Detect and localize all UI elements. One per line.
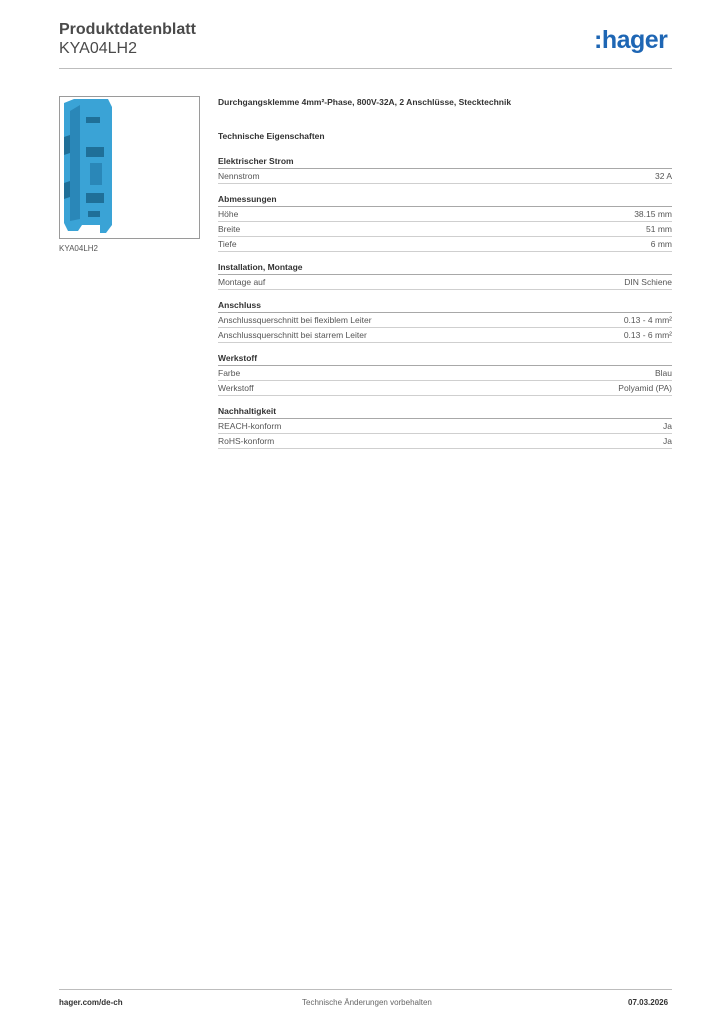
footer-website-link[interactable]: hager.com/de-ch <box>59 998 123 1007</box>
spec-label: Montage auf <box>218 277 266 287</box>
image-caption: KYA04LH2 <box>59 244 98 253</box>
spec-value: 38.15 mm <box>634 209 672 219</box>
section-installation <box>218 262 672 290</box>
spec-row <box>218 328 672 343</box>
product-description: Durchgangsklemme 4mm²-Phase, 800V-32A, 2 Anschlüsse, Stecktechnik <box>218 97 512 107</box>
spec-row <box>218 419 672 434</box>
section-title: Werkstoff <box>218 353 672 366</box>
spec-value: 0.13 - 6 mm² <box>623 330 672 340</box>
product-details <box>218 96 672 449</box>
spec-row <box>218 366 672 381</box>
spec-row <box>218 222 672 237</box>
product-image <box>59 96 200 239</box>
header-divider <box>59 68 672 69</box>
section-material <box>218 353 672 396</box>
spec-row <box>218 434 672 449</box>
spec-value: Ja <box>663 421 672 431</box>
spec-label: Farbe <box>218 368 241 378</box>
spec-value: Polyamid (PA) <box>618 383 672 393</box>
spec-label: Höhe <box>218 209 239 219</box>
section-sustainability <box>218 406 672 449</box>
section-connection <box>218 300 672 343</box>
terminal-block-image <box>60 97 199 238</box>
footer-notice: Technische Änderungen vorbehalten <box>302 998 432 1007</box>
spec-value: 6 mm <box>650 239 672 249</box>
spec-label: Werkstoff <box>218 383 254 393</box>
spec-value: 51 mm <box>646 224 672 234</box>
hager-logo: :hager <box>594 26 668 54</box>
section-title: Abmessungen <box>218 194 672 207</box>
spec-label: Breite <box>218 224 241 234</box>
product-code: KYA04LH2 <box>59 40 137 57</box>
spec-row <box>218 313 672 328</box>
page-title: Produktdatenblatt <box>59 21 196 38</box>
spec-value: 32 A <box>654 171 672 181</box>
spec-value: 0.13 - 4 mm² <box>623 315 672 325</box>
spec-label: REACH-konform <box>218 421 282 431</box>
spec-label: Anschlussquerschnitt bei flexiblem Leiter <box>218 315 372 325</box>
section-title: Elektrischer Strom <box>218 156 672 169</box>
spec-row <box>218 207 672 222</box>
footer-divider <box>59 989 672 990</box>
technical-properties-heading: Technische Eigenschaften <box>218 131 325 141</box>
spec-row <box>218 275 672 290</box>
spec-row <box>218 381 672 396</box>
spec-row <box>218 169 672 184</box>
spec-row <box>218 237 672 252</box>
footer-date: 07.03.2026 <box>628 998 669 1007</box>
spec-label: RoHS-konform <box>218 436 275 446</box>
section-title: Nachhaltigkeit <box>218 406 672 419</box>
spec-label: Anschlussquerschnitt bei starrem Leiter <box>218 330 367 340</box>
section-title: Installation, Montage <box>218 262 672 275</box>
section-title: Anschluss <box>218 300 672 313</box>
spec-value: Blau <box>654 368 672 378</box>
spec-label: Nennstrom <box>218 171 260 181</box>
spec-label: Tiefe <box>218 239 237 249</box>
section-dimensions <box>218 194 672 252</box>
spec-value: Ja <box>663 436 672 446</box>
spec-value: DIN Schiene <box>624 277 672 287</box>
section-electrical <box>218 156 672 184</box>
